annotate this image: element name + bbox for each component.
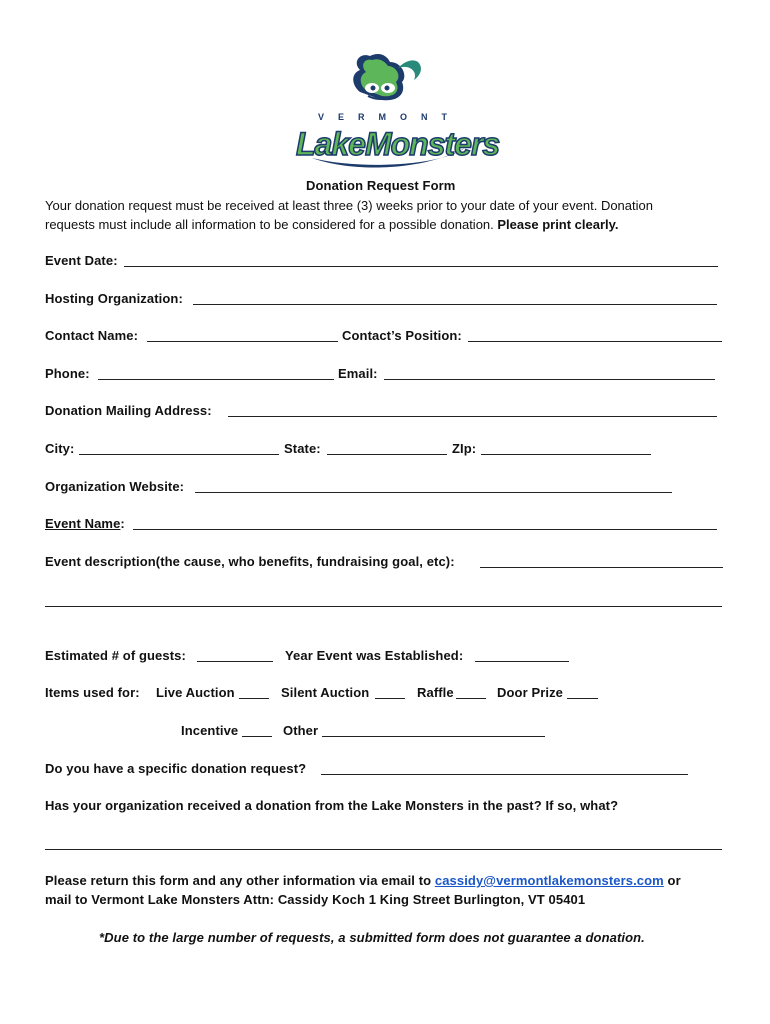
hosting-organization-line[interactable] [193,304,717,305]
event-date-line[interactable] [124,266,718,267]
other-line[interactable] [322,736,545,737]
form-title: Donation Request Form [306,178,456,193]
door-prize-blank[interactable] [567,698,598,699]
contact-email-link[interactable]: cassidy@vermontlakemonsters.com [434,873,664,888]
year-established-line[interactable] [475,661,569,662]
event-name-label [45,516,125,531]
past-donation-line[interactable] [45,849,722,850]
estimated-guests-line[interactable] [197,661,273,662]
phone-line[interactable] [98,379,334,380]
contact-name-label: Contact Name: [45,328,139,343]
organization-website-label: Organization Website: [45,479,185,494]
intro-line-2-text: requests must include all information to be considered for a possible donation. [45,217,498,232]
city-label: City: [45,441,75,456]
intro-line-2 [45,215,619,234]
return-instructions-line-1 [45,873,681,888]
other-label: Other [283,723,319,738]
hosting-organization-label: Hosting Organization: [45,291,183,306]
event-name-label-text: Event Name [45,516,121,531]
items-used-for-label: Items used for: [45,685,140,700]
silent-auction-blank[interactable] [375,698,405,699]
event-description-line-2[interactable] [45,606,722,607]
door-prize-label: Door Prize [497,685,564,700]
phone-label: Phone: [45,366,90,381]
contact-name-line[interactable] [147,341,338,342]
event-name-line[interactable] [133,529,717,530]
mailing-address-label: Donation Mailing Address: [45,403,212,418]
zip-label: ZIp: [452,441,477,456]
live-auction-blank[interactable] [239,698,269,699]
intro-line-1: Your donation request must be received at least three (3) weeks prior to your date of your event. Donation [45,198,653,213]
silent-auction-label: Silent Auction [281,685,370,700]
return-instructions-or: or [663,873,681,888]
incentive-blank[interactable] [242,736,272,737]
contact-position-line[interactable] [468,341,722,342]
event-name-colon: : [120,516,125,531]
state-label: State: [284,441,321,456]
disclaimer-note: *Due to the large number of requests, a submitted form does not guarantee a donation. [99,930,645,945]
event-date-label: Event Date: [45,253,118,268]
raffle-blank[interactable] [456,698,486,699]
logo-lake-monsters-text: LakeMonsters [296,126,500,162]
estimated-guests-label: Estimated # of guests: [45,648,186,663]
lake-monsters-logo [290,48,500,173]
event-description-line-1[interactable] [480,567,723,568]
city-line[interactable] [79,454,279,455]
logo-vermont-text: VERMONT [318,112,461,122]
organization-website-line[interactable] [195,492,672,493]
return-instructions-text: Please return this form and any other information via email to [45,873,435,888]
email-line[interactable] [384,379,715,380]
state-line[interactable] [327,454,447,455]
print-clearly-note: Please print clearly. [497,217,619,232]
return-instructions-line-2: mail to Vermont Lake Monsters Attn: Cassidy Koch 1 King Street Burlington, VT 05401 [45,892,586,907]
event-description-label: Event description(the cause, who benefits, fundraising goal, etc): [45,554,455,569]
raffle-label: Raffle [417,685,454,700]
year-established-label: Year Event was Established: [285,648,464,663]
specific-request-label: Do you have a specific donation request? [45,761,307,776]
past-donation-label: Has your organization received a donation from the Lake Monsters in the past? If so, what? [45,798,619,813]
live-auction-label: Live Auction [156,685,235,700]
contact-position-label: Contact’s Position: [342,328,462,343]
incentive-label: Incentive [181,723,239,738]
email-label: Email: [338,366,378,381]
mailing-address-line[interactable] [228,416,717,417]
zip-line[interactable] [481,454,651,455]
specific-request-line[interactable] [321,774,688,775]
